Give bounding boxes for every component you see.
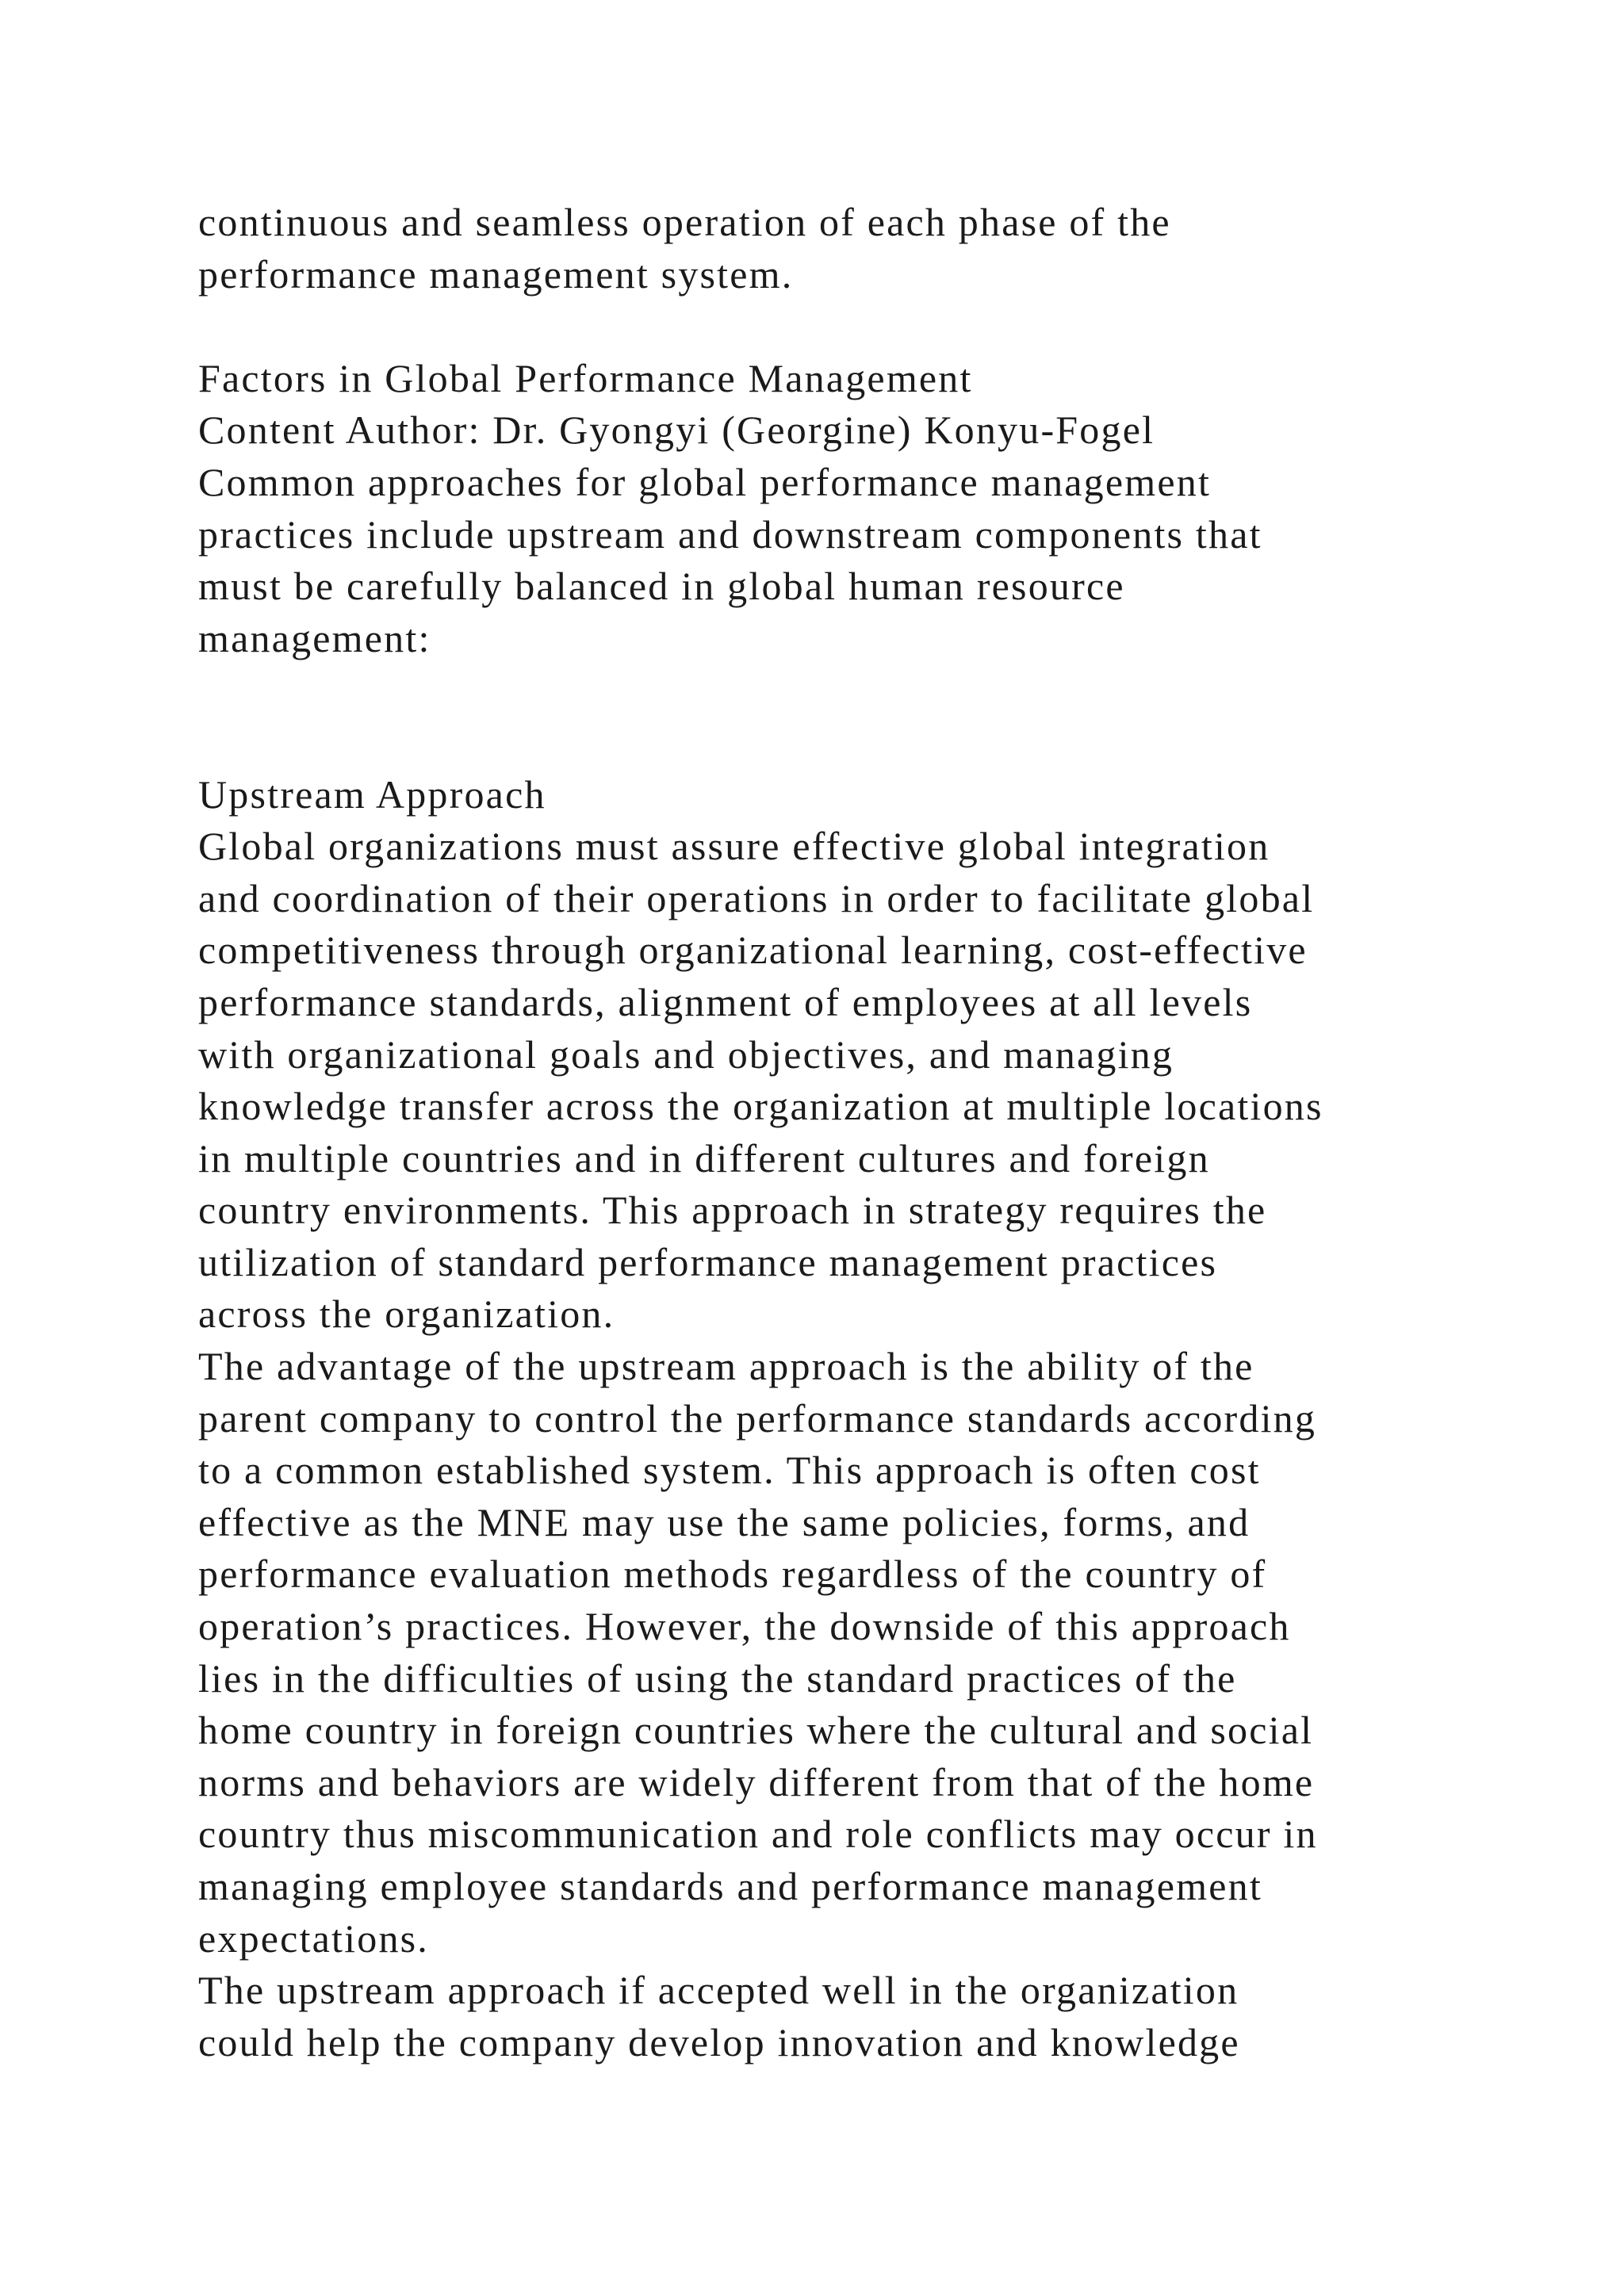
text-line: Common approaches for global performance management	[198, 459, 1212, 504]
text-line: country thus miscommunication and role conflicts may occur in	[198, 1812, 1318, 1857]
text-line: country environments. This approach in strategy requires the	[198, 1188, 1267, 1233]
text-line: parent company to control the performance standards according	[198, 1395, 1317, 1441]
text-line: operation’s practices. However, the downside of this approach	[198, 1604, 1291, 1649]
text-line: to a common established system. This approach is often cost	[198, 1448, 1261, 1493]
blank-line	[198, 300, 1546, 353]
text-line: utilization of standard performance management practices	[198, 1239, 1218, 1284]
text-line: practices include upstream and downstream components that	[198, 511, 1262, 557]
text-line: performance standards, alignment of employees at all levels	[198, 979, 1253, 1024]
section-heading: Factors in Global Performance Management	[198, 355, 973, 400]
blank-line	[198, 664, 1546, 717]
blank-line	[198, 717, 1546, 769]
text-line: must be carefully balanced in global human resource	[198, 564, 1125, 609]
text-line: The advantage of the upstream approach is the ability of the	[198, 1344, 1254, 1389]
text-line: management:	[198, 615, 431, 660]
text-line: managing employee standards and performance management	[198, 1864, 1262, 1908]
text-line: The upstream approach if accepted well in the organization	[198, 1968, 1239, 2013]
text-line: performance management system.	[198, 251, 794, 297]
text-line: home country in foreign countries where the cultural and social	[198, 1708, 1314, 1753]
text-line: knowledge transfer across the organization at multiple locations	[198, 1084, 1323, 1129]
text-line: norms and behaviors are widely different from that of the home	[198, 1759, 1315, 1804]
text-line: performance evaluation methods regardless of the country of	[198, 1552, 1267, 1597]
text-line: effective as the MNE may use the same policies, forms, and	[198, 1499, 1251, 1544]
text-line: across the organization.	[198, 1292, 615, 1337]
text-line: with organizational goals and objectives, and managing	[198, 1031, 1174, 1077]
subsection-heading: Upstream Approach	[198, 771, 546, 817]
text-line: in multiple countries and in different cultures and foreign	[198, 1135, 1210, 1181]
text-line: Global organizations must assure effective global integration	[198, 824, 1270, 869]
text-line: expectations.	[198, 1915, 430, 1961]
content-author: Content Author: Dr. Gyongyi (Georgine) Konyu-Fogel	[198, 408, 1155, 453]
text-line: continuous and seamless operation of each phase of the	[198, 200, 1171, 244]
text-line: competitiveness through organizational learning, cost-effective	[198, 928, 1308, 973]
text-line: lies in the difficulties of using the standard practices of the	[198, 1655, 1237, 1701]
text-line: could help the company develop innovation and knowledge	[198, 2019, 1240, 2064]
document-body	[198, 197, 1546, 2068]
text-line: and coordination of their operations in order to facilitate global	[198, 875, 1315, 920]
